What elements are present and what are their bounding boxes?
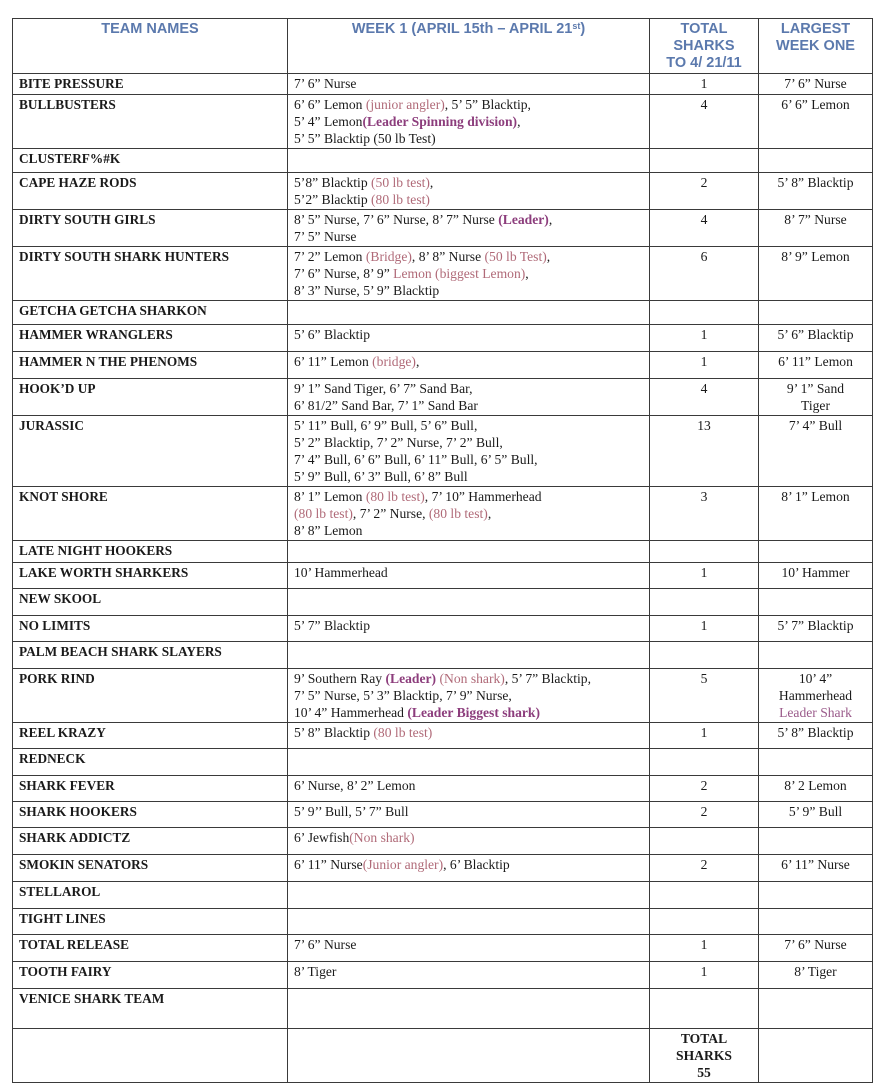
catch-text: , 6’ Blacktip xyxy=(443,857,510,872)
team-name: LAKE WORTH SHARKERS xyxy=(13,563,288,589)
largest-line: Hammerhead xyxy=(778,688,853,703)
catch-text: 7’ 4” Bull, 6’ 6” Bull, 6’ 11” Bull, 6’ 5” Bull, xyxy=(294,452,538,467)
table-row xyxy=(13,301,873,325)
document-page xyxy=(12,18,872,1083)
catch-line xyxy=(294,687,643,704)
largest-line: 6’ 11” Nurse xyxy=(781,857,850,872)
largest-line: 6’ 11” Lemon xyxy=(778,354,853,369)
week-catches xyxy=(288,563,650,589)
week-catches xyxy=(288,149,650,173)
shark-tournament-table xyxy=(12,18,873,1083)
largest-shark xyxy=(759,642,873,669)
catch-text: , 5’ 5” Blacktip, xyxy=(444,97,531,112)
catch-text: 5’ 4” Lemon xyxy=(294,114,363,129)
team-name: KNOT SHORE xyxy=(13,487,288,541)
catch-text: 6’ 11” Nurse xyxy=(294,857,363,872)
week-catches xyxy=(288,616,650,642)
table-row xyxy=(13,642,873,669)
grand-total xyxy=(650,1029,759,1083)
catch-text: 7’ 2” Lemon xyxy=(294,249,366,264)
total-sharks-count xyxy=(650,642,759,669)
week-catches xyxy=(288,828,650,855)
largest-shark xyxy=(759,247,873,301)
catch-note: (80 lb test) xyxy=(428,506,488,521)
table-row xyxy=(13,247,873,301)
team-name: CAPE HAZE RODS xyxy=(13,173,288,210)
week-catches xyxy=(288,589,650,616)
total-sharks-count: 1 xyxy=(650,935,759,962)
catch-text: 5’ 6” Blacktip xyxy=(294,327,370,342)
week-catches xyxy=(288,855,650,882)
largest-line: 5’ 8” Blacktip xyxy=(777,725,854,740)
catch-line xyxy=(294,113,643,130)
grand-total-label: SHARKS xyxy=(676,1048,732,1063)
total-sharks-count xyxy=(650,882,759,909)
team-name: HAMMER WRANGLERS xyxy=(13,325,288,352)
total-sharks-count: 5 xyxy=(650,669,759,723)
catch-line xyxy=(294,724,643,741)
catch-text: , 7’ 2” Nurse, xyxy=(352,506,429,521)
table-row xyxy=(13,749,873,776)
catch-text: , 5’ 7” Blacktip, xyxy=(504,671,592,686)
week-catches xyxy=(288,173,650,210)
table-row xyxy=(13,989,873,1029)
catch-line xyxy=(294,829,643,846)
catch-note: (junior angler) xyxy=(365,97,445,112)
team-name: REDNECK xyxy=(13,749,288,776)
table-row xyxy=(13,962,873,989)
table-row xyxy=(13,416,873,487)
catch-line xyxy=(294,326,643,343)
total-sharks-count: 1 xyxy=(650,616,759,642)
header-team-names xyxy=(13,19,288,74)
largest-line: 7’ 6” Nurse xyxy=(784,937,847,952)
catch-note: (Leader Spinning division) xyxy=(362,114,518,129)
total-sharks-count xyxy=(650,909,759,935)
largest-line: 8’ 1” Lemon xyxy=(781,489,850,504)
team-name: SHARK ADDICTZ xyxy=(13,828,288,855)
catch-text: 10’ 4” Hammerhead xyxy=(294,705,408,720)
week-catches xyxy=(288,379,650,416)
total-sharks-count: 4 xyxy=(650,210,759,247)
total-sharks-count: 1 xyxy=(650,723,759,749)
catch-text: , xyxy=(517,114,521,129)
total-empty-largest xyxy=(759,1029,873,1083)
catch-line xyxy=(294,488,643,505)
table-row xyxy=(13,210,873,247)
table-row xyxy=(13,487,873,541)
catch-text: 5’2” Blacktip xyxy=(294,192,372,207)
table-row xyxy=(13,74,873,95)
table-row xyxy=(13,563,873,589)
table-row xyxy=(13,723,873,749)
catch-text: 9’ 1” Sand Tiger, 6’ 7” Sand Bar, xyxy=(294,381,473,396)
catch-line xyxy=(294,130,643,147)
catch-line xyxy=(294,397,643,414)
catch-text: 6’ 81/2” Sand Bar, 7’ 1” Sand Bar xyxy=(294,398,478,413)
catch-text: , 7’ 10” Hammerhead xyxy=(424,489,542,504)
header-total-line: SHARKS xyxy=(673,38,735,54)
week-catches xyxy=(288,962,650,989)
catch-line xyxy=(294,380,643,397)
team-name: BULLBUSTERS xyxy=(13,95,288,149)
largest-line: 8’ 9” Lemon xyxy=(781,249,850,264)
catch-text: 8’ 8” Lemon xyxy=(294,523,363,538)
team-name: TOOTH FAIRY xyxy=(13,962,288,989)
largest-shark xyxy=(759,962,873,989)
largest-shark xyxy=(759,749,873,776)
largest-line: Tiger xyxy=(801,398,830,413)
largest-shark xyxy=(759,74,873,95)
largest-shark xyxy=(759,149,873,173)
catch-line xyxy=(294,353,643,370)
team-name: LATE NIGHT HOOKERS xyxy=(13,541,288,563)
catch-text: 5’ 9” Bull, 6’ 3” Bull, 6’ 8” Bull xyxy=(294,469,468,484)
catch-line xyxy=(294,265,643,282)
largest-shark xyxy=(759,882,873,909)
week-catches xyxy=(288,301,650,325)
table-row xyxy=(13,173,873,210)
catch-line xyxy=(294,248,643,265)
week-catches xyxy=(288,74,650,95)
catch-text: 8’ 1” Lemon xyxy=(294,489,366,504)
total-sharks-count: 1 xyxy=(650,352,759,379)
week-catches xyxy=(288,669,650,723)
largest-shark xyxy=(759,301,873,325)
catch-note: (50 lb test) xyxy=(371,175,430,190)
catch-note: (80 lb test) xyxy=(294,506,353,521)
largest-line: 8’ 2 Lemon xyxy=(784,778,847,793)
table-row xyxy=(13,802,873,828)
catch-text: 6’ 6” Lemon xyxy=(294,97,366,112)
catch-line xyxy=(294,803,643,820)
largest-shark xyxy=(759,855,873,882)
team-name: CLUSTERF%#K xyxy=(13,149,288,173)
largest-line: 5’ 7” Blacktip xyxy=(777,618,854,633)
largest-shark xyxy=(759,669,873,723)
total-sharks-count: 2 xyxy=(650,173,759,210)
table-row xyxy=(13,909,873,935)
catch-line xyxy=(294,468,643,485)
catch-text: 6’ Nurse, 8’ 2” Lemon xyxy=(294,778,416,793)
catch-note: (80 lb test) xyxy=(371,192,430,207)
week-catches xyxy=(288,989,650,1029)
header-largest-line: WEEK ONE xyxy=(776,38,855,54)
team-name: NO LIMITS xyxy=(13,616,288,642)
largest-shark xyxy=(759,210,873,247)
largest-shark xyxy=(759,828,873,855)
header-total-line: TOTAL xyxy=(680,21,728,37)
largest-line: 5’ 8” Blacktip xyxy=(777,175,854,190)
catch-text: , xyxy=(429,175,434,190)
table-row xyxy=(13,935,873,962)
week-catches xyxy=(288,802,650,828)
week-catches xyxy=(288,935,650,962)
catch-note: (50 lb Test) xyxy=(484,249,547,264)
largest-shark xyxy=(759,487,873,541)
total-sharks-count xyxy=(650,541,759,563)
catch-text: 7’ 6” Nurse, 8’ 9” xyxy=(294,266,394,281)
week-catches xyxy=(288,416,650,487)
catch-line xyxy=(294,211,643,228)
catch-text: 5’ 9’’ Bull, 5’ 7” Bull xyxy=(294,804,409,819)
catch-line xyxy=(294,282,643,299)
largest-shark xyxy=(759,352,873,379)
catch-note: Lemon (biggest Lemon) xyxy=(393,266,526,281)
catch-text: 7’ 5” Nurse, 5’ 3” Blacktip, 7’ 9” Nurse, xyxy=(294,688,512,703)
header-largest-line: LARGEST xyxy=(780,21,851,37)
team-name: SMOKIN SENATORS xyxy=(13,855,288,882)
catch-line xyxy=(294,522,643,539)
largest-shark xyxy=(759,325,873,352)
catch-text: 7’ 5” Nurse xyxy=(294,229,357,244)
week-catches xyxy=(288,352,650,379)
largest-shark xyxy=(759,935,873,962)
team-name: TIGHT LINES xyxy=(13,909,288,935)
catch-line xyxy=(294,75,643,92)
week-catches xyxy=(288,487,650,541)
header-team-names-text: TEAM NAMES xyxy=(101,21,199,37)
catch-line xyxy=(294,191,643,208)
total-empty-catches xyxy=(288,1029,650,1083)
team-name: DIRTY SOUTH GIRLS xyxy=(13,210,288,247)
catch-line xyxy=(294,564,643,581)
catch-text: 5’ 2” Blacktip, 7’ 2” Nurse, 7’ 2” Bull, xyxy=(294,435,503,450)
catch-note: (80 lb test) xyxy=(373,725,433,740)
largest-line: 5’ 6” Blacktip xyxy=(777,327,854,342)
largest-shark xyxy=(759,802,873,828)
total-sharks-count xyxy=(650,589,759,616)
largest-line: 5’ 9” Bull xyxy=(788,804,843,819)
catch-text: 5’ 5” Blacktip (50 lb Test) xyxy=(294,131,436,146)
week-catches xyxy=(288,325,650,352)
catch-line xyxy=(294,228,643,245)
catch-note: (bridge) xyxy=(372,354,416,369)
header-total-line: TO 4/ 21/11 xyxy=(666,55,742,71)
catch-text: , xyxy=(415,354,420,369)
catch-text: 9’ Southern Ray xyxy=(294,671,386,686)
catch-text: 7’ 6” Nurse xyxy=(294,937,357,952)
team-name: PALM BEACH SHARK SLAYERS xyxy=(13,642,288,669)
catch-note: (Junior angler) xyxy=(362,857,444,872)
catch-text: 6’ Jewfish xyxy=(294,830,350,845)
catch-note: (Bridge) xyxy=(365,249,412,264)
total-sharks-count xyxy=(650,828,759,855)
catch-line xyxy=(294,451,643,468)
team-name: VENICE SHARK TEAM xyxy=(13,989,288,1029)
catch-text: 8’ Tiger xyxy=(294,964,337,979)
week-catches xyxy=(288,882,650,909)
catch-text: 5’ 11” Bull, 6’ 9” Bull, 5’ 6” Bull, xyxy=(294,418,478,433)
catch-line xyxy=(294,704,643,721)
catch-text: 8’ 5” Nurse, 7’ 6” Nurse, 8’ 7” Nurse xyxy=(294,212,499,227)
catch-line xyxy=(294,670,643,687)
grand-total-value: 55 xyxy=(697,1065,711,1080)
team-name: SHARK HOOKERS xyxy=(13,802,288,828)
table-row xyxy=(13,95,873,149)
catch-note: (80 lb test) xyxy=(365,489,425,504)
week-catches xyxy=(288,210,650,247)
largest-line: 10’ Hammer xyxy=(781,565,850,580)
week-catches xyxy=(288,642,650,669)
table-row xyxy=(13,669,873,723)
catch-line xyxy=(294,96,643,113)
catch-line xyxy=(294,417,643,434)
total-sharks-count: 6 xyxy=(650,247,759,301)
largest-shark xyxy=(759,776,873,802)
largest-line: 8’ 7” Nurse xyxy=(784,212,847,227)
team-name: TOTAL RELEASE xyxy=(13,935,288,962)
total-empty-team xyxy=(13,1029,288,1083)
total-sharks-count: 4 xyxy=(650,379,759,416)
table-row xyxy=(13,882,873,909)
table-row xyxy=(13,828,873,855)
week-catches xyxy=(288,776,650,802)
total-sharks-count: 2 xyxy=(650,855,759,882)
total-sharks-count: 3 xyxy=(650,487,759,541)
largest-line: Leader Shark xyxy=(779,705,852,720)
catch-text: 8’ 3” Nurse, 5’ 9” Blacktip xyxy=(294,283,440,298)
header-total-sharks xyxy=(650,19,759,74)
catch-text: , xyxy=(525,266,529,281)
catch-text: 10’ Hammerhead xyxy=(294,565,388,580)
largest-shark xyxy=(759,589,873,616)
header-week xyxy=(288,19,650,74)
catch-text: 5’8” Blacktip xyxy=(294,175,372,190)
table-row xyxy=(13,352,873,379)
team-name: BITE PRESSURE xyxy=(13,74,288,95)
total-sharks-count: 2 xyxy=(650,802,759,828)
largest-shark xyxy=(759,989,873,1029)
header-week-sup: st xyxy=(572,21,581,31)
largest-line: 7’ 6” Nurse xyxy=(784,76,847,91)
total-row xyxy=(13,1029,873,1083)
week-catches xyxy=(288,723,650,749)
catch-line xyxy=(294,505,643,522)
header-row xyxy=(13,19,873,74)
catch-text: , xyxy=(548,212,553,227)
largest-shark xyxy=(759,723,873,749)
catch-note: (Leader Biggest shark) xyxy=(407,705,541,720)
team-rows xyxy=(13,74,873,1029)
largest-shark xyxy=(759,416,873,487)
catch-text: 5’ 8” Blacktip xyxy=(294,725,374,740)
catch-text: 6’ 11” Lemon xyxy=(294,354,373,369)
largest-line: 9’ 1” Sand xyxy=(786,381,845,396)
total-sharks-count xyxy=(650,989,759,1029)
table-row xyxy=(13,855,873,882)
table-row xyxy=(13,149,873,173)
total-sharks-count: 4 xyxy=(650,95,759,149)
team-name: NEW SKOOL xyxy=(13,589,288,616)
team-name: JURASSIC xyxy=(13,416,288,487)
total-sharks-count xyxy=(650,149,759,173)
catch-line xyxy=(294,856,643,873)
total-sharks-count xyxy=(650,749,759,776)
total-sharks-count xyxy=(650,301,759,325)
largest-line: 10’ 4” xyxy=(798,671,833,686)
team-name: REEL KRAZY xyxy=(13,723,288,749)
header-largest xyxy=(759,19,873,74)
catch-text: , xyxy=(546,249,551,264)
total-sharks-count: 2 xyxy=(650,776,759,802)
catch-line xyxy=(294,936,643,953)
total-sharks-count: 1 xyxy=(650,563,759,589)
catch-line xyxy=(294,963,643,980)
team-name: PORK RIND xyxy=(13,669,288,723)
largest-shark xyxy=(759,909,873,935)
largest-shark xyxy=(759,563,873,589)
table-row xyxy=(13,776,873,802)
header-week-prefix: WEEK 1 (APRIL 15th – APRIL 21 xyxy=(351,21,573,37)
team-name: GETCHA GETCHA SHARKON xyxy=(13,301,288,325)
largest-shark xyxy=(759,173,873,210)
largest-shark xyxy=(759,541,873,563)
catch-line xyxy=(294,617,643,634)
team-name: DIRTY SOUTH SHARK HUNTERS xyxy=(13,247,288,301)
largest-shark xyxy=(759,379,873,416)
largest-line: 7’ 4” Bull xyxy=(788,418,843,433)
catch-text: , 8’ 8” Nurse xyxy=(411,249,485,264)
table-row xyxy=(13,541,873,563)
total-sharks-count: 1 xyxy=(650,325,759,352)
grand-total-label: TOTAL xyxy=(680,1031,728,1046)
catch-note: (Leader) xyxy=(385,671,437,686)
catch-text: 5’ 7” Blacktip xyxy=(294,618,370,633)
total-sharks-count: 1 xyxy=(650,962,759,989)
catch-text: , xyxy=(487,506,492,521)
largest-line: 8’ Tiger xyxy=(794,964,837,979)
header-week-suffix: ) xyxy=(580,21,586,37)
largest-shark xyxy=(759,95,873,149)
table-row xyxy=(13,379,873,416)
team-name: SHARK FEVER xyxy=(13,776,288,802)
catch-line xyxy=(294,174,643,191)
catch-line xyxy=(294,434,643,451)
week-catches xyxy=(288,541,650,563)
team-name: HOOK’D UP xyxy=(13,379,288,416)
table-row xyxy=(13,589,873,616)
table-row xyxy=(13,325,873,352)
total-sharks-count: 13 xyxy=(650,416,759,487)
largest-shark xyxy=(759,616,873,642)
catch-note: (Leader) xyxy=(498,212,549,227)
table-row xyxy=(13,616,873,642)
week-catches xyxy=(288,95,650,149)
largest-line: 6’ 6” Lemon xyxy=(781,97,850,112)
catch-text: 7’ 6” Nurse xyxy=(294,76,357,91)
catch-note: (Non shark) xyxy=(349,830,415,845)
catch-line xyxy=(294,777,643,794)
team-name: STELLAROL xyxy=(13,882,288,909)
week-catches xyxy=(288,909,650,935)
week-catches xyxy=(288,247,650,301)
team-name: HAMMER N THE PHENOMS xyxy=(13,352,288,379)
catch-note: (Non shark) xyxy=(439,671,505,686)
week-catches xyxy=(288,749,650,776)
total-sharks-count: 1 xyxy=(650,74,759,95)
